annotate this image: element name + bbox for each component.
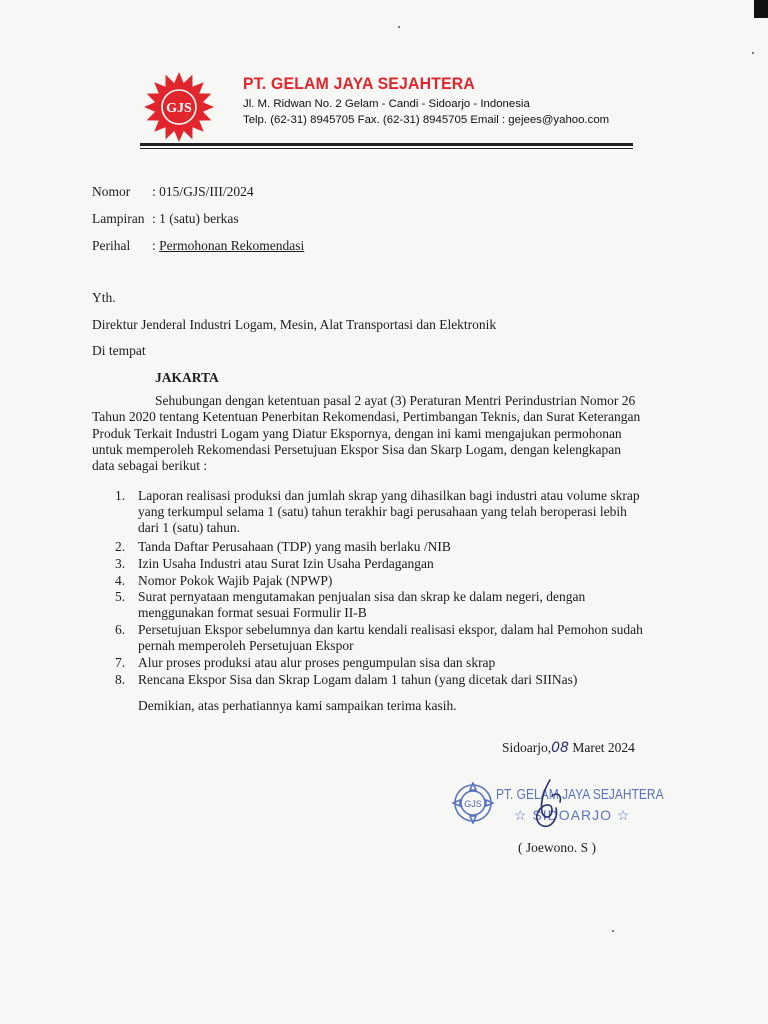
company-contact: Telp. (62-31) 8945705 Fax. (62-31) 8945705 Email : gejees@yahoo.com <box>243 114 610 126</box>
list-item-text: menggunakan format sesuai Formulir II-B <box>138 605 367 620</box>
list-item-number: 6. <box>115 622 126 637</box>
stamp-logo-icon <box>452 782 494 824</box>
nomor-label: Nomor <box>92 184 131 199</box>
date-suffix: Maret 2024 <box>568 740 635 755</box>
body-line: data sebagai berikut : <box>92 458 208 474</box>
list-item-number: 4. <box>115 573 126 588</box>
body-line: untuk memperoleh Rekomendasi Persetujuan Ekspor Sisa dan Skarp Logam, dengan kelengkapan <box>92 441 621 457</box>
scan-speck <box>752 52 754 54</box>
scan-speck <box>612 930 614 932</box>
body-line: Tahun 2020 tentang Ketentuan Penerbitan Rekomendasi, Pertimbangan Teknis, dan Surat Keterangan <box>92 409 641 425</box>
body-line: Produk Terkait Industri Logam yang Diatur Ekspornya, dengan ini kami mengajukan permohonan <box>92 425 622 441</box>
date-prefix: Sidoarjo, <box>502 740 552 755</box>
greeting: Yth. <box>92 290 116 305</box>
list-item-text: yang terkumpul selama 1 (satu) tahun terakhir bagi perusahaan yang telah beroperasi lebih <box>138 504 627 519</box>
perihal-subject: Permohonan Rekomendasi <box>159 238 305 253</box>
stamp-city: ☆ SIDOARJO ☆ <box>514 807 631 823</box>
list-item-text: pernah memperoleh Persetujuan Ekspor <box>138 638 354 653</box>
signer-name: ( Joewono. S ) <box>518 840 596 855</box>
letterhead-divider <box>140 143 633 146</box>
stamp-logo-text: GJS <box>464 799 482 809</box>
recipient-place: Di tempat <box>92 343 146 358</box>
list-item-text: Rencana Ekspor Sisa dan Skrap Logam dalam 1 tahun (yang dicetak dari SIINas) <box>138 672 578 687</box>
lampiran-value: : 1 (satu) berkas <box>152 211 239 226</box>
body-paragraph <box>92 393 642 474</box>
list-item-number: 1. <box>115 488 126 503</box>
closing-text: Demikian, atas perhatiannya kami sampaikan terima kasih. <box>138 698 457 713</box>
list-item-text: Tanda Daftar Perusahaan (TDP) yang masih berlaku /NIB <box>138 539 451 554</box>
logo-text: GJS <box>166 101 192 116</box>
perihal-label: Perihal <box>92 238 131 253</box>
lampiran-label: Lampiran <box>92 211 145 226</box>
body-line: Sehubungan dengan ketentuan pasal 2 ayat (3) Peraturan Mentri Perindustrian Nomor 26 <box>155 393 636 408</box>
page-edge-shadow <box>754 0 768 18</box>
company-address: Jl. M. Ridwan No. 2 Gelam - Candi - Sidoarjo - Indonesia <box>243 98 530 110</box>
list-item-number: 5. <box>115 589 126 604</box>
list-item-number: 8. <box>115 672 126 687</box>
list-item-text: Persetujuan Ekspor sebelumnya dan kartu kendali realisasi ekspor, dalam hal Pemohon sudah <box>138 622 643 637</box>
nomor-value: : 015/GJS/III/2024 <box>152 184 254 199</box>
list-item-text: dari 1 (satu) tahun. <box>138 520 240 535</box>
list-item-text: Nomor Pokok Wajib Pajak (NPWP) <box>138 573 333 588</box>
list-item-text: Laporan realisasi produksi dan jumlah skrap yang dihasilkan bagi industri atau volume skrap <box>138 488 640 503</box>
recipient-city: JAKARTA <box>155 370 219 385</box>
stamp-company-name: PT. GELAM JAYA SEJAHTERA <box>496 786 664 803</box>
list-item-text: Alur proses produksi atau alur proses pengumpulan sisa dan skrap <box>138 655 496 670</box>
recipient-name: Direktur Jenderal Industri Logam, Mesin, Alat Transportasi dan Elektronik <box>92 317 497 332</box>
company-logo-icon <box>142 70 216 144</box>
perihal-separator: : <box>152 238 160 253</box>
list-item-number: 2. <box>115 539 126 554</box>
list-item-text: Izin Usaha Industri atau Surat Izin Usaha Perdagangan <box>138 556 434 571</box>
letterhead-divider-thin <box>140 148 633 149</box>
list-item-number: 7. <box>115 655 126 670</box>
perihal-value <box>152 238 304 254</box>
list-item-number: 3. <box>115 556 126 571</box>
date-day-handwritten: 08 <box>551 740 569 756</box>
date-line <box>502 740 635 756</box>
scan-speck <box>398 26 400 28</box>
company-name: PT. GELAM JAYA SEJAHTERA <box>243 74 476 93</box>
signature-icon <box>522 776 572 836</box>
list-item-text: Surat pernyataan mengutamakan penjualan sisa dan skrap ke dalam negeri, dengan <box>138 589 586 604</box>
